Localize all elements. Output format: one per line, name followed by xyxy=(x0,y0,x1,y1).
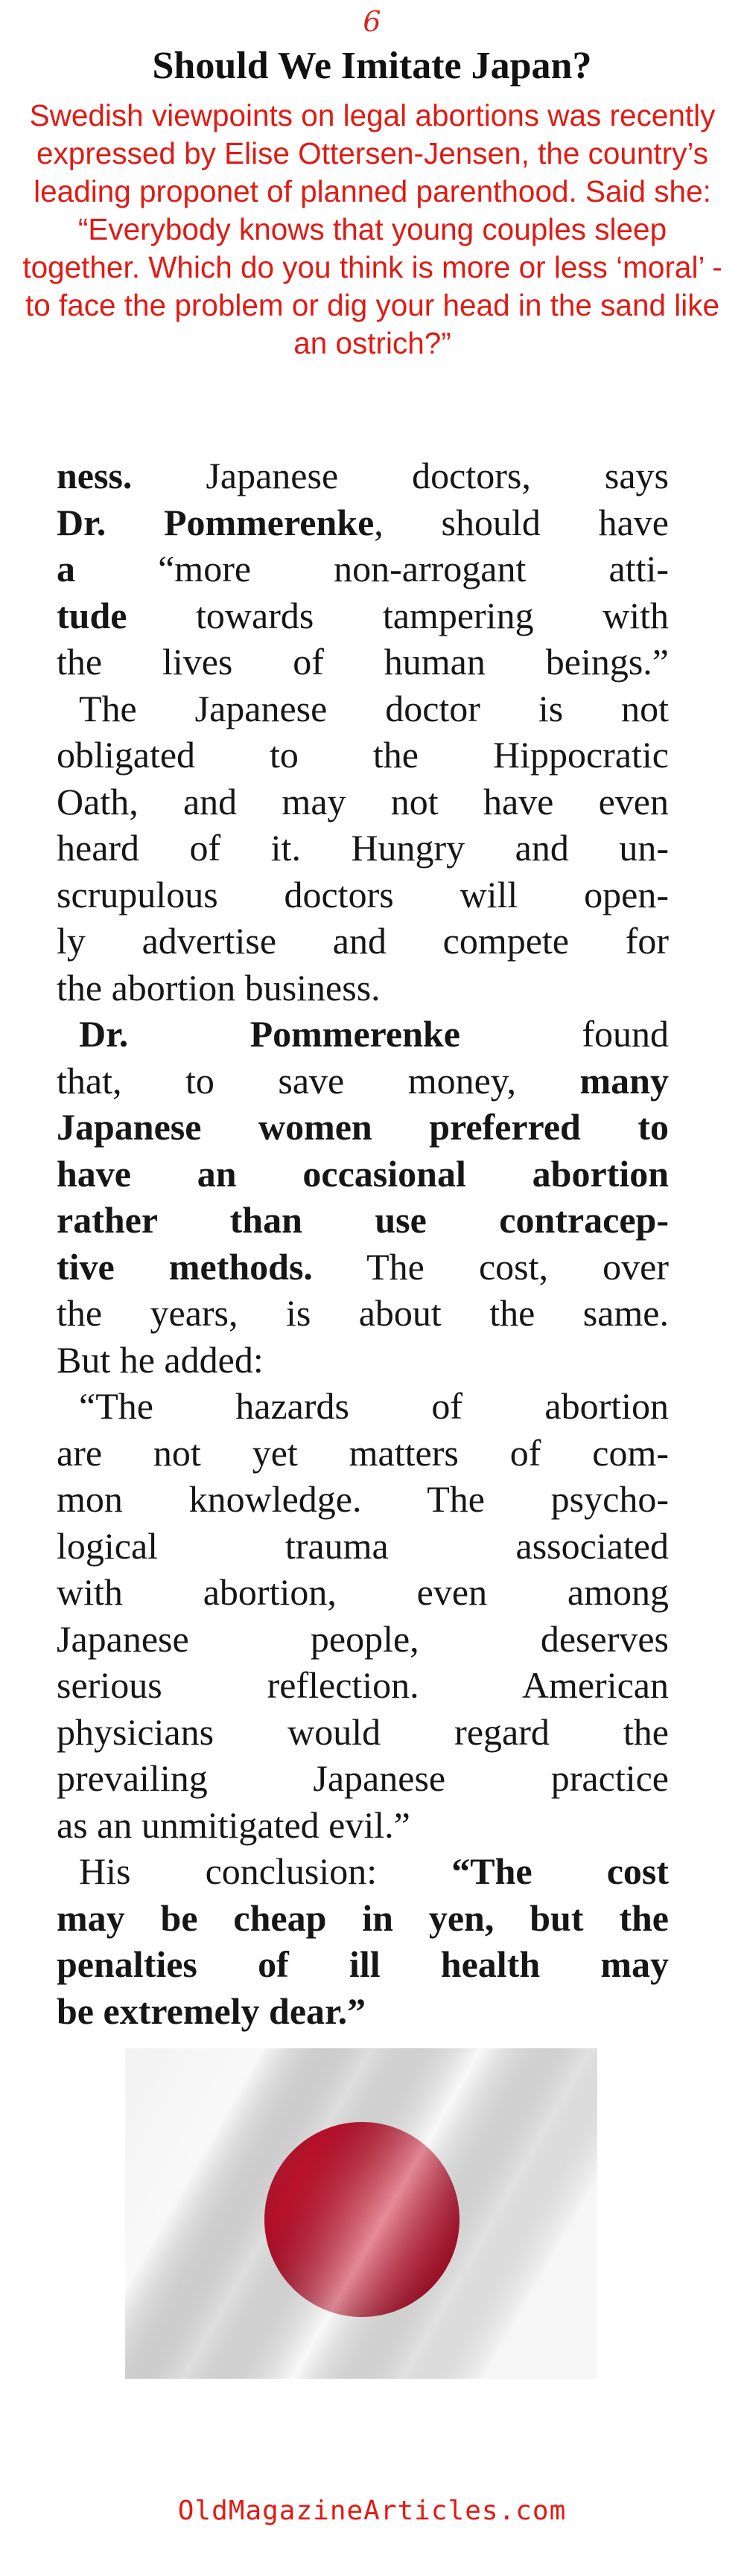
article-body xyxy=(57,453,669,2034)
text-line: are not yet matters of com- xyxy=(57,1431,669,1474)
text-line: But he added: xyxy=(57,1338,264,1381)
text-line: the lives of human beings.” xyxy=(57,641,669,683)
text-line: ly advertise and compete for xyxy=(57,920,669,962)
footer-source: OldMagazineArticles.com xyxy=(177,2496,567,2526)
paragraph-1 xyxy=(57,453,669,685)
text-line: Dr. Pommerenke, should have xyxy=(57,501,669,543)
headline: Should We Imitate Japan? xyxy=(152,45,592,87)
text-line: obligated to the Hippocratic xyxy=(57,734,669,776)
paragraph-4 xyxy=(57,1383,669,1848)
text-line: rather than use contracep- xyxy=(57,1199,669,1241)
text-line: logical trauma associated xyxy=(57,1524,669,1567)
text-line: tude towards tampering with xyxy=(57,594,669,636)
text-line: the years, is about the same. xyxy=(57,1292,669,1334)
text-line: with abortion, even among xyxy=(57,1571,669,1613)
text-line: Japanese women preferred to xyxy=(57,1106,669,1148)
text-line: “The hazards of abortion xyxy=(79,1385,669,1427)
flag-folds xyxy=(125,2048,597,2379)
page-number: 6 xyxy=(363,5,381,38)
text-line: His conclusion: “The cost xyxy=(79,1850,669,1892)
intro-quote: Swedish viewpoints on legal abortions was recently expressed by Elise Ottersen-Jensen, the country’s leading proponet of planned parenthood. Said she: “Everybody knows that young couples sleep together. Which do you think is more or less ‘moral’ - to face the problem or dig your head in the sand like an ostrich?” xyxy=(22,98,722,360)
text-line: ness. Japanese doctors, says xyxy=(57,455,669,496)
text-line: tive methods. The cost, over xyxy=(57,1245,669,1288)
paragraph-2 xyxy=(57,685,669,1011)
text-line: prevailing Japanese practice xyxy=(57,1757,669,1799)
text-line: scrupulous doctors will open- xyxy=(57,873,669,915)
text-line: a “more non-arrogant atti- xyxy=(57,548,669,589)
text-line: The Japanese doctor is not xyxy=(79,687,669,729)
paragraph-3 xyxy=(57,1011,669,1383)
text-line: Dr. Pommerenke found xyxy=(79,1013,669,1055)
japan-flag-image xyxy=(125,2048,597,2379)
text-line: may be cheap in yen, but the xyxy=(57,1896,669,1939)
text-line: physicians would regard the xyxy=(57,1710,669,1753)
text-line: heard of it. Hungry and un- xyxy=(57,827,669,869)
text-line: Japanese people, deserves xyxy=(57,1617,669,1660)
text-line: the abortion business. xyxy=(57,966,381,1009)
text-line: have an occasional abortion xyxy=(57,1152,669,1195)
text-line: Oath, and may not have even xyxy=(57,780,669,822)
text-line: mon knowledge. The psycho- xyxy=(57,1478,669,1520)
japan-flag-graphic xyxy=(125,2048,597,2379)
paragraph-5 xyxy=(57,1848,669,2034)
text-line: be extremely dear.” xyxy=(57,1989,366,2032)
text-line: penalties of ill health may xyxy=(57,1943,669,1985)
text-line: that, to save money, many xyxy=(57,1059,669,1102)
text-line: serious reflection. American xyxy=(57,1664,669,1706)
text-line: as an unmitigated evil.” xyxy=(57,1803,410,1846)
